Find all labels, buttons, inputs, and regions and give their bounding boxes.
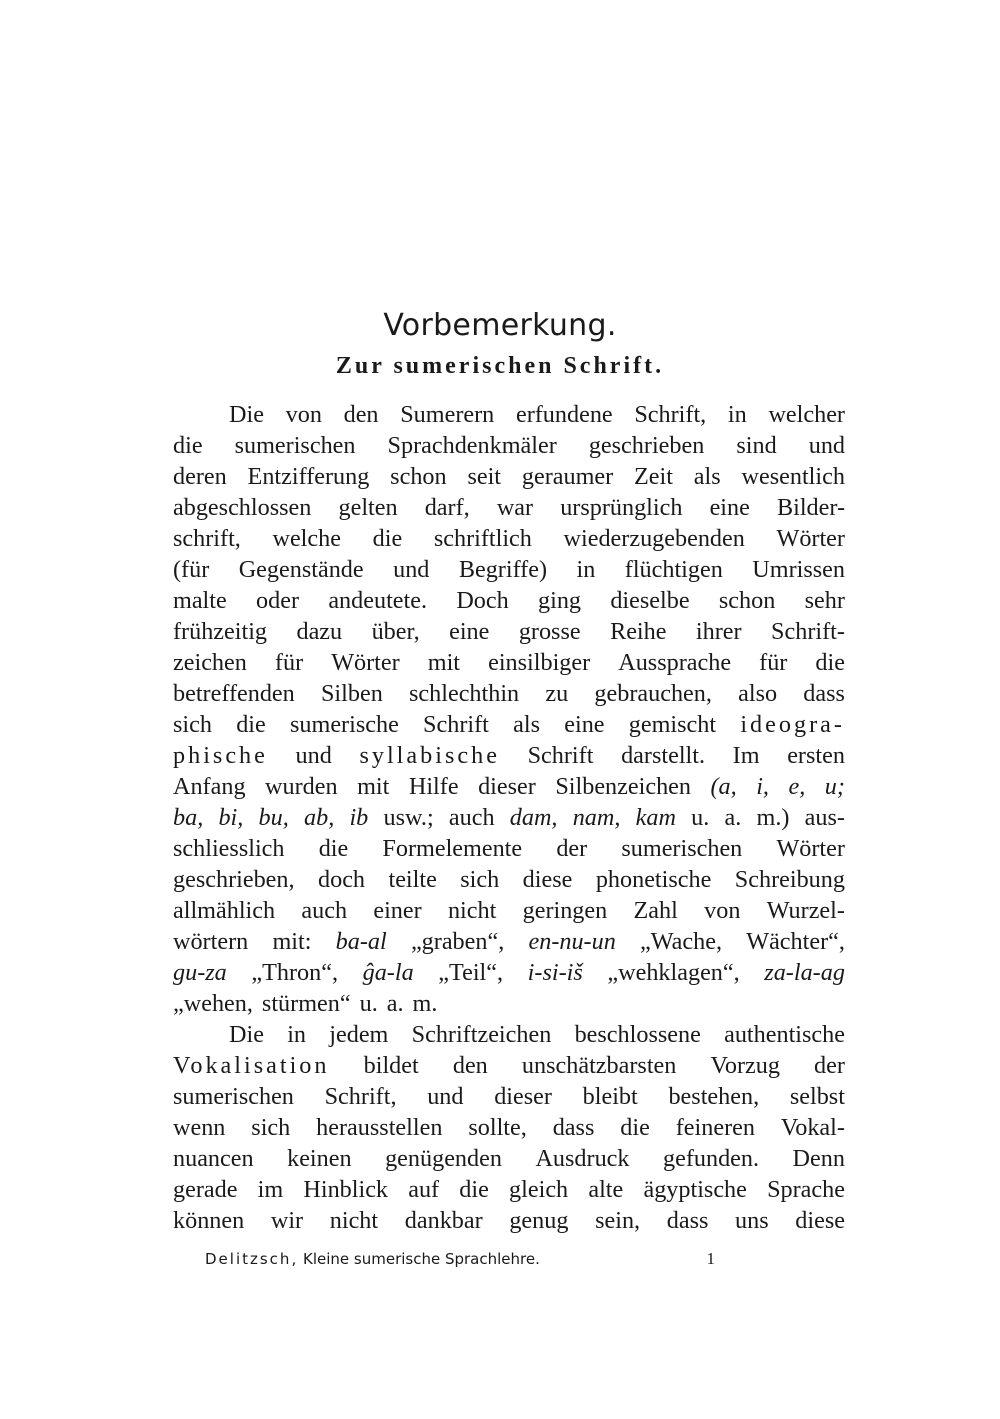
word: einsilbiger (488, 649, 591, 676)
word: Wörter (331, 649, 400, 676)
word: mit (427, 649, 461, 676)
word: schliesslich (173, 835, 285, 862)
word: geschrieben, (173, 866, 295, 893)
word: Reihe (610, 618, 667, 645)
word: zeichen (173, 649, 247, 676)
word: schrift, (173, 525, 241, 552)
text-line (173, 1174, 845, 1205)
word: und (295, 742, 332, 769)
word: darf, (424, 494, 470, 521)
word: in (576, 556, 596, 583)
word: wörtern (173, 928, 249, 955)
word: Schrift, (634, 401, 707, 428)
word: beschlossene (574, 1021, 701, 1048)
word: als (513, 711, 540, 738)
word: alte (588, 1176, 624, 1203)
word: genügenden (385, 1145, 502, 1172)
word: und (393, 556, 430, 583)
word: oder (256, 587, 300, 614)
body-text (173, 399, 845, 1236)
word: eine (564, 711, 605, 738)
word: können (173, 1207, 245, 1234)
word: dam, (509, 804, 558, 831)
word: bestehen, (668, 1083, 760, 1110)
word: bu, (258, 804, 289, 831)
text-line (173, 585, 845, 616)
word: Im (732, 742, 760, 769)
footer-author: Delitzsch, (205, 1250, 299, 1268)
word: nicht (329, 1207, 379, 1234)
word: die (459, 1176, 489, 1203)
word: betreffenden (173, 680, 295, 707)
word: uns (735, 1207, 769, 1234)
word: doch (318, 866, 366, 893)
word: den (452, 1052, 488, 1079)
word: dieser (478, 773, 536, 800)
word: ursprünglich (560, 494, 683, 521)
word: nam, (572, 804, 621, 831)
word: Die (229, 401, 264, 428)
word: ba-al (335, 928, 387, 955)
word: Hilfe (408, 773, 459, 800)
text-line (173, 709, 845, 740)
word: von (704, 897, 741, 924)
text-line (173, 523, 845, 554)
word: dankbar (404, 1207, 483, 1234)
word: gemischt (628, 711, 717, 738)
word: zu (545, 680, 569, 707)
word: geringen (522, 897, 608, 924)
word: schlechthin (409, 680, 520, 707)
text-line (173, 740, 845, 771)
word: Schrift (423, 711, 489, 738)
word: erfundene (515, 401, 613, 428)
word: dass (552, 1114, 595, 1141)
word: geraumer (521, 463, 614, 490)
word: a. (724, 804, 742, 831)
page-heading: Vorbemerkung. (383, 308, 617, 343)
word: ersten (787, 742, 845, 769)
word: sumerischen (621, 835, 743, 862)
word: auf (408, 1176, 440, 1203)
word: gleich (509, 1176, 569, 1203)
word: keinen (287, 1145, 352, 1172)
word: a. (386, 990, 404, 1017)
word: grosse (518, 618, 581, 645)
word: gefunden. (663, 1145, 760, 1172)
text-line (173, 461, 845, 492)
word: nuancen (173, 1145, 254, 1172)
word: (a, (710, 773, 737, 800)
text-line (173, 957, 845, 988)
word: u; (824, 773, 845, 800)
word: in (287, 1021, 307, 1048)
word: usw.; (383, 804, 434, 831)
word: gu-za (173, 959, 227, 986)
word: bi, (218, 804, 244, 831)
word: den (343, 401, 379, 428)
text-line (173, 895, 845, 926)
text-line (173, 833, 845, 864)
word: (für (173, 556, 210, 583)
word: bildet (363, 1052, 419, 1079)
word: „Teil“, (438, 959, 504, 986)
word: Hinblick (303, 1176, 389, 1203)
word: Schriftzeichen (411, 1021, 552, 1048)
word: mit (357, 773, 390, 800)
word: ging (538, 587, 582, 614)
word: die (173, 432, 203, 459)
word: in (727, 401, 747, 428)
word: sumerischen (234, 432, 356, 459)
word: i-si-iš (527, 959, 583, 986)
word: Zahl (633, 897, 678, 924)
word: und (808, 432, 845, 459)
footer-title: Kleine sumerische Sprachlehre. (303, 1250, 540, 1268)
word: „Thron“, (251, 959, 338, 986)
word: jedem (329, 1021, 389, 1048)
text-line (173, 864, 845, 895)
word: als (693, 463, 721, 490)
text-line (173, 926, 845, 957)
signature-mark: 1 (706, 1249, 715, 1268)
word: die (815, 649, 845, 676)
word: dieser (494, 1083, 552, 1110)
word: en-nu-un (528, 928, 616, 955)
text-line (173, 1143, 845, 1174)
word: Schreibung (734, 866, 845, 893)
word: dieselbe (610, 587, 690, 614)
word: abgeschlossen (173, 494, 312, 521)
word: für (274, 649, 304, 676)
word: also (738, 680, 778, 707)
word: der (556, 835, 588, 862)
word: für (759, 649, 788, 676)
section-subheading: Zur sumerischen Schrift. (335, 353, 665, 379)
word: andeutete. (328, 587, 428, 614)
word: Aussprache (618, 649, 732, 676)
word: bleibt (582, 1083, 638, 1110)
word: allmählich (173, 897, 276, 924)
word: malte (173, 587, 227, 614)
word: sumerischen (173, 1083, 294, 1110)
footer-reference (205, 1248, 540, 1270)
word: Zeit (634, 463, 673, 490)
word: über, (371, 618, 420, 645)
word: Formelemente (382, 835, 523, 862)
word: e, (788, 773, 806, 800)
text-line (173, 678, 845, 709)
word: seit (467, 463, 502, 490)
word: „wehklagen“, (607, 959, 740, 986)
word: Silbenzeichen (555, 773, 691, 800)
word: Wurzel- (766, 897, 845, 924)
word: Schrift (527, 742, 594, 769)
word: und (427, 1083, 464, 1110)
word: unschätzbarsten (521, 1052, 677, 1079)
word: syllabische (359, 742, 500, 769)
word: dass (803, 680, 845, 707)
word: einer (373, 897, 422, 924)
text-line (173, 492, 845, 523)
word: Ausdruck (535, 1145, 630, 1172)
word: Wörter (776, 525, 845, 552)
word: selbst (789, 1083, 845, 1110)
text-line (173, 430, 845, 461)
page-footer (205, 1248, 715, 1270)
word: war (496, 494, 534, 521)
word: stürmen“ (261, 990, 351, 1017)
text-line (173, 1019, 845, 1050)
word: eine (709, 494, 750, 521)
word: i, (756, 773, 769, 800)
text-line (173, 988, 845, 1019)
word: im (257, 1176, 284, 1203)
word: darstellt. (621, 742, 706, 769)
word: die (372, 525, 403, 552)
word: Schrift, (324, 1083, 397, 1110)
word: kam (635, 804, 676, 831)
word: Wörter (776, 835, 845, 862)
word: frühzeitig (173, 618, 268, 645)
word: schon (390, 463, 447, 490)
text-line (173, 647, 845, 678)
word: sollte, (468, 1114, 527, 1141)
word: Gegenstände (238, 556, 364, 583)
word: die (620, 1114, 650, 1141)
word: feineren (675, 1114, 755, 1141)
text-line (173, 1081, 845, 1112)
word: m. (412, 990, 438, 1017)
word: za-la-ag (764, 959, 845, 986)
word: Sumerern (400, 401, 495, 428)
word: u. (691, 804, 710, 831)
word: Doch (456, 587, 509, 614)
word: phische (173, 742, 268, 769)
word: u. (359, 990, 378, 1017)
word: Schrift- (771, 618, 845, 645)
word: dazu (296, 618, 343, 645)
word: wurden (265, 773, 338, 800)
word: Sprache (767, 1176, 845, 1203)
text-line (173, 399, 845, 430)
word: auch (448, 804, 495, 831)
word: sich (251, 1114, 291, 1141)
word: wiederzugebenden (563, 525, 745, 552)
word: schriftlich (433, 525, 532, 552)
word: Anfang (173, 773, 246, 800)
word: Umrissen (752, 556, 845, 583)
word: von (285, 401, 322, 428)
word: Denn (792, 1145, 845, 1172)
word: diese (522, 866, 573, 893)
word: welche (272, 525, 341, 552)
text-line (173, 1112, 845, 1143)
text-line (173, 1205, 845, 1236)
word: nicht (447, 897, 497, 924)
word: ägyptische (643, 1176, 747, 1203)
word: sich (460, 866, 500, 893)
word: wenn (173, 1114, 226, 1141)
word: die (318, 835, 349, 862)
word: Wächter“, (746, 928, 845, 955)
word: ideogra- (740, 711, 845, 738)
word: flüchtigen (624, 556, 723, 583)
word: dass (666, 1207, 709, 1234)
word: herausstellen (316, 1114, 443, 1141)
word: Bilder- (776, 494, 845, 521)
word: gebrauchen, (594, 680, 712, 707)
word: Silben (320, 680, 383, 707)
word: geschrieben (588, 432, 705, 459)
word: ib (349, 804, 369, 831)
word: ba, (173, 804, 204, 831)
word: authentische (724, 1021, 845, 1048)
text-line (173, 802, 845, 833)
word: teilte (388, 866, 437, 893)
text-line (173, 1050, 845, 1081)
word: ĝa-la (362, 959, 414, 986)
word: der (814, 1052, 845, 1079)
word: „graben“, (410, 928, 505, 955)
word: sehr (804, 587, 845, 614)
word: auch (301, 897, 348, 924)
word: „wehen, (173, 990, 253, 1017)
word: „Wache, (640, 928, 723, 955)
word: Sprachdenkmäler (387, 432, 557, 459)
word: ab, (304, 804, 335, 831)
word: gelten (338, 494, 398, 521)
text-line (173, 554, 845, 585)
text-line (173, 616, 845, 647)
text-line (173, 771, 845, 802)
word: wesentlich (741, 463, 845, 490)
word: aus- (804, 804, 845, 831)
word: diese (795, 1207, 845, 1234)
word: Vorzug (710, 1052, 780, 1079)
word: welcher (768, 401, 845, 428)
word: phonetische (595, 866, 712, 893)
word: Die (229, 1021, 264, 1048)
word: schon (718, 587, 776, 614)
word: sind (736, 432, 777, 459)
word: eine (449, 618, 490, 645)
word: m.) (756, 804, 790, 831)
word: Vokal- (780, 1114, 845, 1141)
word: sumerische (290, 711, 399, 738)
word: sein, (595, 1207, 641, 1234)
word: deren (173, 463, 227, 490)
word: mit: (272, 928, 312, 955)
word: ihrer (695, 618, 742, 645)
word: wir (270, 1207, 304, 1234)
word: die (236, 711, 266, 738)
word: Entzifferung (247, 463, 370, 490)
word: genug (509, 1207, 569, 1234)
word: sich (173, 711, 212, 738)
word: Begriffe) (458, 556, 548, 583)
word: gerade (173, 1176, 238, 1203)
word: Vokalisation (173, 1052, 330, 1079)
